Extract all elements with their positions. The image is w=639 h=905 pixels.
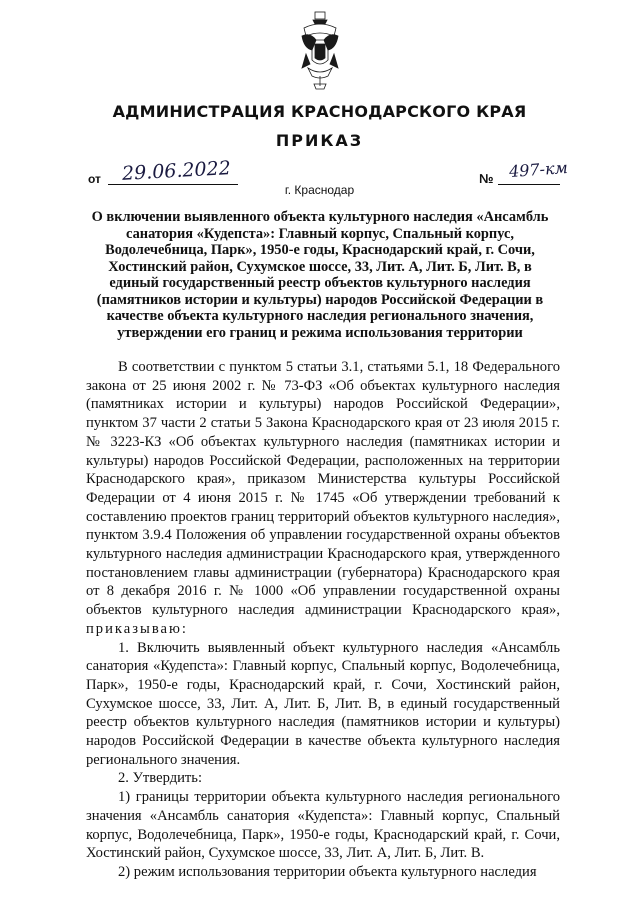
preamble-text: В соответствии с пунктом 5 статьи 3.1, статьями 5.1, 18 Федерального закона от 25 июня 2002 г. № 73-ФЗ «Об объектах культурного наследия (памятниках истории и культуры) народов Российской Федерации», пунктом 37 части 2 статьи 5 Закона Краснодарского края от 23 июля 2015 г. № 3223-КЗ «Об объектах культурного наследия (памятниках истории и культуры) народов Российской Федерации, расположенных на территории Краснодарского края», приказом Министерства культуры Российской Федерации от 4 июня 2015 г. № 1745 «Об утверждении требований к составлению проектов границ территорий объектов культурного наследия», пунктом 3.9.4 Положения об управлении государственной охраны объектов культурного наследия администрации Краснодарского края, утвержденного постановлением главы администрации (губернатора) Краснодарского края от 8 декабря 2016 г. № 1000 «Об управлении государственной охраны объектов культурного наследия администрации Краснодарского края», [86, 359, 560, 619]
city: г. Краснодар [284, 183, 355, 197]
number-label: № [479, 171, 494, 186]
handwritten-number: 497-км [508, 157, 569, 182]
item-2-1: 1) границы территории объекта культурного наследия регионального значения «Ансамбль санатория «Кудепста»: Главный корпус, Спальный корпус, Водолечебница, Парк», 1950-е годы, Краснодарский край, г. Сочи, Хостинский район, Сухумское шоссе, 33, Лит. А, Лит. Б, Лит. В. [86, 789, 560, 862]
order-word: приказываю: [86, 620, 188, 637]
date-label: от [88, 172, 101, 186]
document-body [86, 358, 560, 882]
document-title: О включении выявленного объекта культурного наследия «Ансамбль санатория «Кудепста»: Главный корпус, Спальный корпус, Водолечебница, Парк», 1950-е годы, Краснодарский край, г. Сочи, Хостинский район, Сухумское шоссе, 33, Лит. А, Лит. Б, Лит. В, в единый государственный реестр объектов культурного наследия (памятников истории и культуры) народов Российской Федерации в качестве объекта культурного наследия регионального значения, утверждении его границ и режима использования территории [91, 209, 549, 341]
preamble-paragraph [86, 358, 560, 639]
handwritten-date: 29.06.2022 [121, 157, 232, 185]
organization-name: АДМИНИСТРАЦИЯ КРАСНОДАРСКОГО КРАЯ [112, 102, 527, 121]
item-2-2: 2) режим использования территории объекта культурного наследия [118, 863, 537, 880]
krasnodar-coat-of-arms-icon [298, 10, 342, 92]
document-type: ПРИКАЗ [275, 131, 364, 150]
item-1: 1. Включить выявленный объект культурного наследия «Ансамбль санатория «Кудепста»: Главный корпус, Спальный корпус, Водолечебница, Парк», 1950-е годы, Краснодарский край, г. Сочи, Хостинский район, Сухумское шоссе, 33, Лит. А, Лит. Б, Лит. В, в единый государственный реестр объектов культурного наследия (памятников истории и культуры) народов Российской Федерации в качестве объекта культурного наследия регионального значения. [86, 639, 560, 768]
item-2: 2. Утвердить: [118, 770, 203, 787]
